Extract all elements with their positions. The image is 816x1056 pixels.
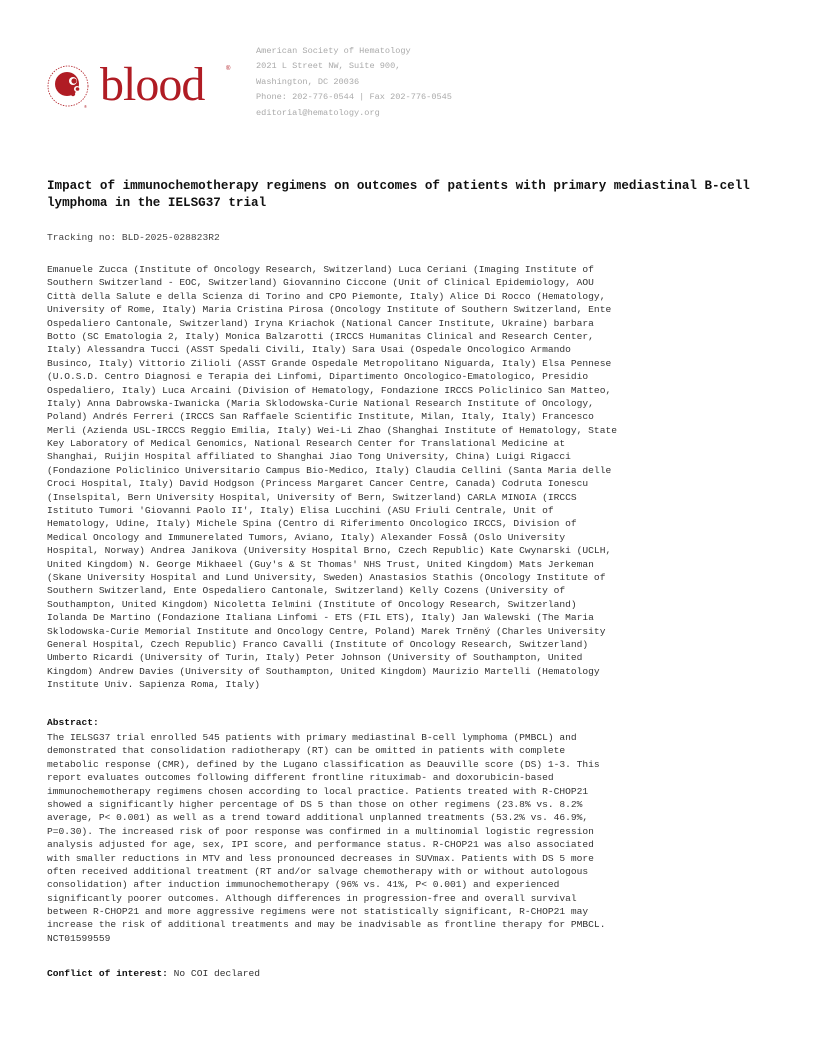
conflict-of-interest xyxy=(47,968,260,979)
text-line: Hospital, Norway) Andrea Janikova (University Hospital Brno, Czech Republic) Kate Cwynarski (UCLH, xyxy=(47,545,612,557)
text-line: Hematology, Udine, Italy) Michele Spina (Centro di Riferimento Oncologico IRCCS, Division of xyxy=(47,518,577,530)
manuscript-title: Impact of immunochemotherapy regimens on outcomes of patients with primary mediastinal B-cell lymphoma in the IELSG37 trial xyxy=(47,179,750,210)
text-line: metabolic response (CMR), defined by the Lugano classification as Deauville score (DS) 1-3. This xyxy=(47,758,600,770)
email-link[interactable]: editorial@hematology.org xyxy=(256,107,380,118)
text-line: (Fondazione Policlinico Universitario Campus Bio-Medico, Italy) Claudia Cellini (Santa Maria delle xyxy=(47,464,612,476)
text-line: The IELSG37 trial enrolled 545 patients with primary mediastinal B-cell lymphoma (PMBCL) and xyxy=(47,732,577,743)
text-line: University of Rome, Italy) Maria Cristina Pirosa (Oncology Institute of Southern Switzerland, Ente xyxy=(47,304,612,316)
text-line: Sklodowska-Curie Memorial Institute and Oncology Centre, Poland) Marek Trněný (Charles University xyxy=(47,625,606,637)
text-line: Italy) Alessandra Tucci (ASST Spedali Civili, Italy) Sara Usai (Ospedale Oncologico Armando xyxy=(47,344,571,356)
text-line: between R-CHOP21 and more aggressive regimens were not statistically significant, R-CHOP21 may xyxy=(47,906,589,918)
text-line: immunochemotherapy regimens chosen according to local practice. Patients treated with R-CHOP21 xyxy=(47,785,589,797)
text-line: Botto (SC Ematologia 2, Italy) Monica Balzarotti (IRCCS Humanitas Clinical and Research Center, xyxy=(47,330,594,342)
text-line: Medical Oncology and Immunerelated Tumors, Aviano, Italy) Alexander Fosså (Oslo University xyxy=(47,531,566,543)
text-line: Shanghai, Ruijin Hospital affiliated to Shanghai Jiao Tong University, China) Luigi Rigacci xyxy=(47,451,571,463)
text-line: report evaluates outcomes following different frontline rituximab- and doxorubicin-based xyxy=(47,772,554,784)
text-line: Poland) Andrés Ferreri (IRCCS San Raffaele Scientific Institute, Milan, Italy, Italy) Francesco xyxy=(47,411,594,423)
text-line: Kingdom) Andrew Davies (University of Southampton, United Kingdom) Maurizio Martelli (Hematology xyxy=(47,665,600,677)
address-line: Washington, DC 20036 xyxy=(256,76,360,87)
blood-wordmark: blood xyxy=(100,58,205,111)
address-line: Phone: 202-776-0544 | Fax 202-776-0545 xyxy=(256,92,452,103)
text-line: Ospedaliero, Italy) Luca Arcaini (Division of Hematology, Fondazione IRCCS Policlinico San Matteo, xyxy=(47,384,612,396)
text-line: with smaller reductions in MTV and less pronounced decreases in SUVmax. Patients with DS 5 more xyxy=(47,852,594,864)
text-line: Merli (Azienda USL-IRCCS Reggio Emilia, Italy) Wei-Li Zhao (Shanghai Institute of Hematology, State xyxy=(47,424,617,436)
text-line: Southampton, United Kingdom) Nicoletta Ielmini (Institute of Oncology Research, Switzerland) xyxy=(47,598,577,610)
text-line: Southern Switzerland, Ente Ospedaliero Cantonale, Switzerland) Kelly Cozens (University of xyxy=(47,585,566,597)
text-line: (Inselspital, Bern University Hospital, University of Bern, Switzerland) CARLA MINOIA (IRCCS xyxy=(47,491,577,503)
svg-text:®: ® xyxy=(84,104,87,109)
text-line: United Kingdom) N. George Mikhaeel (Guy's & St Thomas' NHS Trust, United Kingdom) Mats Jerkeman xyxy=(47,558,594,570)
text-line: showed a significantly higher percentage of DS 5 than those on other regimens (23.8% vs. 8.2% xyxy=(47,798,583,810)
text-line: often received additional treatment (RT and/or salvage chemotherapy with or without autologous xyxy=(47,865,589,877)
abstract-heading: Abstract: xyxy=(47,717,99,728)
authors-affiliations xyxy=(47,263,787,692)
text-line: Emanuele Zucca (Institute of Oncology Research, Switzerland) Luca Ceriani (Imaging Institute of xyxy=(47,264,594,275)
text-line: (Skane University Hospital and Lund University, Sweden) Anastasios Stathis (Oncology Institute of xyxy=(47,571,606,583)
text-line: average, P< 0.001) as well as a trend toward additional unplanned treatments (53.2% vs. 46.9%, xyxy=(47,812,589,824)
text-line: Southern Switzerland - EOC, Switzerland) Giovannino Ciccone (Unit of Clinical Epidemiology, AOU xyxy=(47,277,594,289)
journal-header xyxy=(40,44,500,124)
publisher-address xyxy=(256,44,452,121)
text-line: Città della Salute e della Scienza di Torino and CPO Piemonte, Italy) Alice Di Rocco (Hematology, xyxy=(47,290,606,302)
svg-text:®: ® xyxy=(226,66,231,72)
coi-value: No COI declared xyxy=(167,968,261,979)
text-line: analysis adjusted for age, sex, IPI score, and performance status. R-CHOP21 was also associated xyxy=(47,839,594,851)
text-line: Italy) Anna Dabrowska-Iwanicka (Maria Sklodowska-Curie National Research Institute of Oncology, xyxy=(47,397,594,409)
coi-label: Conflict of interest: xyxy=(47,968,168,979)
text-line: General Hospital, Czech Republic) Franco Cavalli (Institute of Oncology Research, Switzerland) xyxy=(47,638,589,650)
text-line: increase the risk of additional treatments and may be inadvisable as frontline therapy for PMBCL. xyxy=(47,919,606,931)
text-line: Umberto Ricardi (University of Turin, Italy) Peter Johnson (University of Southampton, United xyxy=(47,652,583,664)
abstract-body xyxy=(47,731,787,945)
address-line: 2021 L Street NW, Suite 900, xyxy=(256,61,401,72)
text-line: Businco, Italy) Vittorio Zilioli (ASST Grande Ospedale Metropolitano Niguarda, Italy) Elsa Pennese xyxy=(47,357,612,369)
text-line: Ospedaliero Cantonale, Switzerland) Iryna Kriachok (National Cancer Institute, Ukraine) barbara xyxy=(47,317,594,329)
text-line: consolidation) after induction immunochemotherapy (96% vs. 41%, P< 0.001) and experienced xyxy=(47,879,560,891)
text-line: significantly poorer outcomes. Although differences in progression-free and overall survival xyxy=(47,892,577,904)
text-line: Institute Univ. Sapienza Roma, Italy) xyxy=(47,679,261,691)
text-line: (U.O.S.D. Centro Diagnosi e Terapia dei Linfomi, Dipartimento Oncologico-Ematologico, Presidio xyxy=(47,371,589,383)
text-line: NCT01599559 xyxy=(47,932,111,944)
text-line: Istituto Tumori 'Giovanni Paolo II', Italy) Elisa Lucchini (ASU Friuli Centrale, Unit of xyxy=(47,505,554,517)
blood-journal-logo xyxy=(40,56,240,116)
ash-seal-icon xyxy=(48,66,88,109)
address-line: American Society of Hematology xyxy=(256,46,411,56)
text-line: Iolanda De Martino (Fondazione Italiana Linfomi - ETS (FIL ETS), Italy) Jan Walewski (The Maria xyxy=(47,612,594,624)
tracking-number: Tracking no: BLD-2025-028823R2 xyxy=(47,232,220,243)
text-line: demonstrated that consolidation radiotherapy (RT) can be omitted in patients with complete xyxy=(47,745,566,757)
text-line: Key Laboratory of Medical Genomics, National Research Center for Translational Medicine at xyxy=(47,438,566,450)
text-line: P=0.30). The increased risk of poor response was confirmed in a multinomial logistic regression xyxy=(47,825,594,837)
text-line: Croci Hospital, Italy) David Hodgson (Princess Margaret Cancer Centre, Canada) Codruta Ionescu xyxy=(47,478,589,490)
